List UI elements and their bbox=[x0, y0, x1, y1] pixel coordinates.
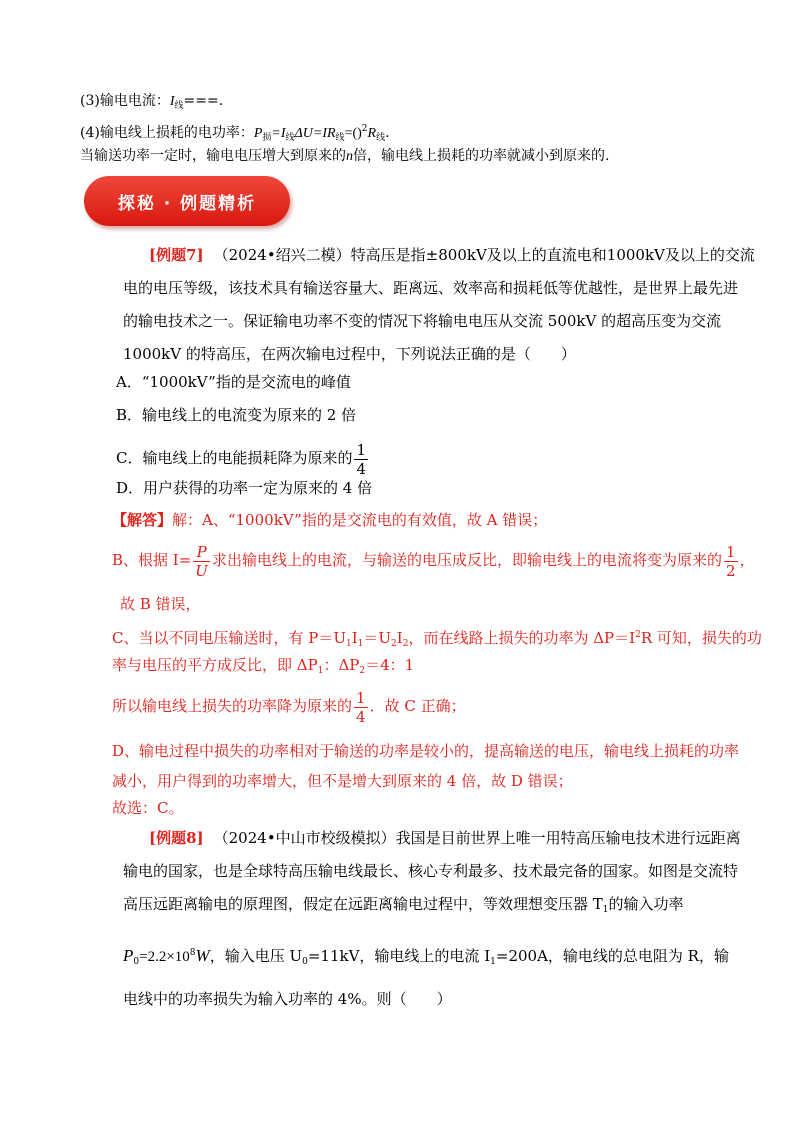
subscript: 2 bbox=[359, 666, 366, 676]
fraction-numerator: 1 bbox=[725, 542, 736, 561]
superscript: 2 bbox=[635, 630, 641, 640]
subscript: 线 bbox=[376, 133, 386, 143]
subscript: 2 bbox=[391, 639, 397, 649]
answer-text: B、根据 I= bbox=[112, 551, 192, 569]
math-symbol: n bbox=[346, 149, 353, 164]
answer-text: C、当以不同电压输送时，有 P＝U bbox=[112, 629, 346, 647]
option-b: B．输电线上的电流变为原来的 2 倍 bbox=[116, 406, 357, 424]
intro-line-power-loss bbox=[80, 119, 390, 148]
subscript: 1 bbox=[602, 905, 609, 915]
banner-label: 探秘 · 例题精析 bbox=[117, 194, 257, 214]
math-text: ΔU=IR bbox=[294, 126, 336, 141]
example7-line-3: 的输电技术之一。保证输电功率不变的情况下将输电电压从交流 500kV 的超高压变为交流 bbox=[123, 312, 722, 330]
fraction-numerator: P bbox=[193, 543, 210, 562]
answer-choice: 故选：C。 bbox=[112, 799, 184, 817]
subscript: 损 bbox=[262, 133, 272, 143]
answer-text: 所以输电线上损失的功率降为原来的 bbox=[112, 697, 353, 715]
answer-line-b bbox=[112, 538, 755, 582]
example8-line-3 bbox=[123, 894, 684, 920]
answer-line-d2: 减小，用户得到的功率增大，但不是增大到原来的 4 倍，故 D 错误； bbox=[112, 772, 573, 790]
fraction-denominator: 4 bbox=[356, 459, 367, 478]
superscript: 8 bbox=[189, 948, 196, 958]
math-text: =2.2×10 bbox=[139, 949, 190, 965]
math-text: =() bbox=[344, 126, 362, 141]
fraction bbox=[724, 543, 738, 580]
fraction bbox=[354, 689, 368, 726]
subscript: 线 bbox=[335, 133, 345, 143]
example-tag: [例题8] bbox=[149, 829, 204, 847]
example-text: 高压远距离输电的原理图，假定在远距离输电过程中，等效理想变压器 T bbox=[123, 895, 603, 913]
math-text: =I bbox=[271, 126, 286, 141]
example8-line-4 bbox=[123, 943, 729, 972]
subscript: 1 bbox=[357, 639, 364, 649]
answer-tag: 【解答】 bbox=[112, 511, 173, 529]
answer-text: I bbox=[396, 629, 403, 647]
option-d: D．用户获得的功率一定为原来的 4 倍 bbox=[116, 479, 373, 497]
fraction bbox=[354, 441, 368, 478]
answer-line-b2: 故 B 错误， bbox=[120, 595, 201, 613]
superscript: 2 bbox=[361, 124, 368, 134]
example-text: 的输入功率 bbox=[608, 895, 684, 913]
fraction bbox=[193, 543, 210, 580]
intro-text: . bbox=[385, 125, 390, 141]
example-text: =11kV，输电线上的电流 I bbox=[307, 947, 491, 965]
answer-line-d1: D、输电过程中损失的功率相对于输送的功率是较小的，提高输送的电压，输电线上损耗的功率 bbox=[112, 742, 740, 760]
example-text: （2024•绍兴二模）特高压是指±800kV及以上的直流电和1000kV及以上的交流 bbox=[213, 246, 755, 264]
answer-line-c2 bbox=[112, 655, 414, 681]
option-c bbox=[116, 438, 370, 478]
fraction-numerator: 1 bbox=[356, 688, 366, 707]
answer-text: I bbox=[351, 629, 358, 647]
math-symbol: R bbox=[367, 126, 377, 141]
example-text: （2024•中山市校级模拟）我国是目前世界上唯一用特高压输电技术进行远距离 bbox=[213, 829, 741, 847]
subscript: 2 bbox=[402, 639, 409, 649]
example-tag: [例题7] bbox=[149, 246, 204, 264]
intro-line-current bbox=[80, 91, 223, 116]
subscript: 1 bbox=[490, 957, 496, 967]
example8-line-5: 电线中的功率损失为输入功率的 4%。则（ ） bbox=[123, 990, 452, 1008]
subscript: 线 bbox=[174, 101, 184, 111]
intro-text: 当输送功率一定时，输电电压增大到原来的 bbox=[80, 148, 346, 164]
intro-text: (3)输电电流： bbox=[80, 93, 170, 109]
subscript: 线 bbox=[285, 133, 295, 143]
intro-text: 倍，输电线上损耗的功率就减小到原来的. bbox=[353, 148, 610, 164]
math-symbol: P bbox=[123, 946, 134, 965]
answer-text: ＝U bbox=[363, 629, 392, 647]
example8-line-2: 输电的国家，也是全球特高压输电线最长、核心专利最多、技术最完备的国家。如图是交流特 bbox=[123, 862, 739, 880]
answer-text: R 可知，损失的功 bbox=[640, 629, 762, 647]
answer-text: 解：A、“1000kV”指的是交流电的有效值，故 A 错误； bbox=[172, 511, 548, 529]
example7-line-1 bbox=[149, 245, 755, 265]
option-text: C．输电线上的电能损耗降为原来的 bbox=[116, 449, 353, 467]
intro-line-conclusion bbox=[80, 146, 609, 167]
subscript: 0 bbox=[133, 957, 140, 967]
math-symbol: I bbox=[169, 94, 175, 109]
example7-line-4: 1000kV 的特高压，在两次输电过程中，下列说法正确的是（ ） bbox=[123, 345, 576, 363]
fraction-numerator: 1 bbox=[356, 440, 367, 459]
intro-text: ===. bbox=[183, 93, 224, 109]
answer-line-c3 bbox=[112, 686, 466, 726]
subscript: 1 bbox=[317, 666, 324, 676]
answer-text: ，而在线路上损失的功率为 ΔP＝I bbox=[408, 629, 636, 647]
subscript: 0 bbox=[302, 957, 308, 967]
example8-line-1 bbox=[149, 828, 741, 848]
answer-text: ：ΔP bbox=[323, 656, 360, 674]
answer-text: ．故 C 正确； bbox=[369, 697, 466, 715]
intro-text: (4)输电线上损耗的电功率： bbox=[80, 125, 254, 141]
example7-line-2: 电的电压等级，该技术具有输送容量大、距离远、效率高和损耗低等优越性，是世界上最先进 bbox=[123, 279, 739, 297]
math-symbol: W bbox=[195, 946, 210, 965]
answer-text: ， bbox=[739, 551, 755, 569]
math-symbol: P bbox=[253, 126, 263, 141]
option-a: A．“1000kV”指的是交流电的峰值 bbox=[116, 373, 351, 391]
subscript: 1 bbox=[345, 639, 352, 649]
answer-text: ＝4：1 bbox=[365, 656, 415, 674]
answer-text: 求出输电线上的电流，与输送的电压成反比，即输电线上的电流将变为原来的 bbox=[211, 551, 722, 569]
answer-line-c1 bbox=[112, 625, 762, 654]
answer-text: 率与电压的平方成反比，即 ΔP bbox=[112, 656, 318, 674]
fraction-denominator: 4 bbox=[356, 707, 366, 726]
section-banner bbox=[84, 176, 290, 226]
answer-line-a bbox=[112, 510, 547, 530]
fraction-denominator: 2 bbox=[725, 561, 736, 580]
example-text: ，输入电压 U bbox=[209, 947, 303, 965]
example-text: =200A，输电线的总电阻为 R，输 bbox=[495, 947, 729, 965]
fraction-denominator: U bbox=[195, 561, 208, 580]
